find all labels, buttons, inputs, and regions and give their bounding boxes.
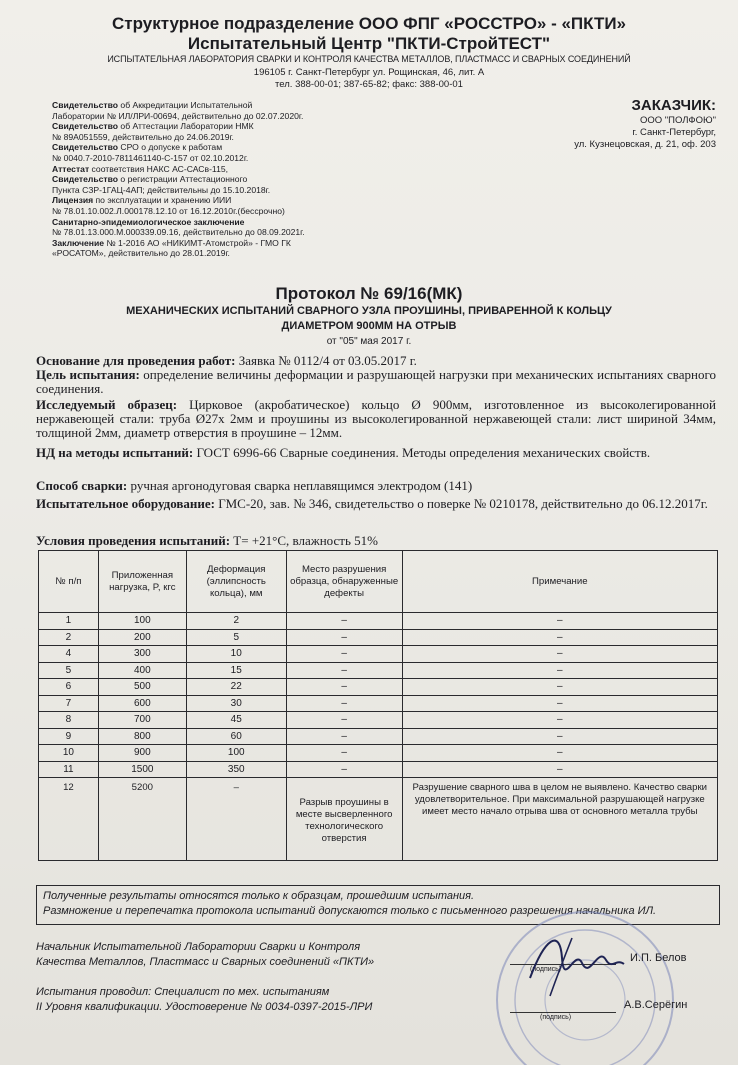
col-header-failure-place: Место разрушения образца, обнаруженные дефекты bbox=[286, 551, 402, 613]
table-row: 1 100 2 – – bbox=[39, 613, 718, 630]
client-title: ЗАКАЗЧИК: bbox=[631, 97, 716, 114]
cert-line: Лаборатории № ИЛ/ЛРИ-00694, действительно до 02.07.2020г. bbox=[52, 110, 304, 121]
disclaimer-line: Размножение и перепечатка протокола испытаний допускаются только с письменного разрешения начальника ИЛ. bbox=[43, 905, 657, 917]
equipment-field: Испытательное оборудование: ГМС-20, зав. № 346, свидетельство о поверке № 0210178, действительно до 06.12.2017г. bbox=[36, 496, 708, 511]
table-row: 11 1500 350 – – bbox=[39, 761, 718, 778]
client-block bbox=[574, 97, 716, 151]
table-row: 4 300 10 – – bbox=[39, 646, 718, 663]
client-city: г. Санкт-Петербург, bbox=[632, 127, 716, 138]
org-title: Структурное подразделение ООО ФПГ «РОССТРО» - «ПКТИ» bbox=[111, 14, 627, 33]
col-header-deformation: Деформация (эллипсность кольца), мм bbox=[186, 551, 286, 613]
col-header-note: Примечание bbox=[402, 551, 717, 613]
cert-line: Санитарно-эпидемиологическое заключение bbox=[52, 216, 245, 227]
cert-line: Аттестат соответствия НАКС АС-САСв-115, bbox=[52, 163, 229, 174]
cert-line: Свидетельство об Аккредитации Испытательной bbox=[52, 100, 253, 110]
tester-title: Испытания проводил: Специалист по мех. испытаниям II Уровня квалификации. Удостоверение № 0034-0397-2015-ЛРИ bbox=[36, 986, 373, 1013]
cert-line: № 0040.7-2010-7811461140-С-157 от 02.10.2012г. bbox=[52, 152, 249, 163]
table-row: 6 500 22 – – bbox=[39, 679, 718, 696]
table-row-final: 12 5200 – Разрыв проушины в месте высверленного технологического отверстия Разрушение сварного шва в целом не выявлено. Качество сварки удовлетворительное. При максимальной разрушающей нагрузке имеет место начало отрыва шва от основного металла трубы bbox=[39, 778, 718, 861]
protocol-subtitle-2: ДИАМЕТРОМ 900ММ НА ОТРЫВ bbox=[281, 320, 457, 332]
org-phones: тел. 388-00-01; 387-65-82; факс: 388-00-01 bbox=[275, 79, 463, 90]
col-header-load: Приложенная нагрузка, P, кгс bbox=[98, 551, 186, 613]
col-header-number: № п/п bbox=[39, 551, 99, 613]
cert-line: Свидетельство об Аттестации Лаборатории НМК bbox=[52, 121, 254, 132]
protocol-subtitle-1: МЕХАНИЧЕСКИХ ИСПЫТАНИЙ СВАРНОГО УЗЛА ПРОУШИНЫ, ПРИВАРЕННОЙ К КОЛЬЦУ bbox=[126, 305, 612, 317]
table-row: 2 200 5 – – bbox=[39, 629, 718, 646]
handwritten-signature-icon bbox=[520, 918, 630, 1008]
table-row: 8 700 45 – – bbox=[39, 712, 718, 729]
head-title: Начальник Испытательной Лаборатории Сварки и Контроля Качества Металлов, Пластмасс и Сварных соединений «ПКТИ» bbox=[36, 941, 375, 968]
cert-line: № 89А051559, действительно до 24.06.2019г. bbox=[52, 131, 234, 142]
table-row: 5 400 15 – – bbox=[39, 662, 718, 679]
sample-field: Исследуемый образец: Цирковое (акробатическое) кольцо Ø 900мм, изготовленное из высоколегированной нержавеющей стали: труба Ø27х 2мм и проушины из высоколегированной нержавеющей стали: лист шириной 34мм, толщиной 2мм, диаметр отверстия в проушине – 12мм. bbox=[36, 397, 716, 440]
cert-line: № 78.01.13.000.М.000339.09.16, действительно до 08.09.2021г. bbox=[52, 227, 305, 238]
weld-field: Способ сварки: ручная аргонодуговая сварка неплавящимся электродом (141) bbox=[36, 478, 473, 493]
lab-title: ИСПЫТАТЕЛЬНАЯ ЛАБОРАТОРИЯ СВАРКИ И КОНТРОЛЯ КАЧЕСТВА МЕТАЛЛОВ, ПЛАСТМАСС И СВАРНЫХ СОЕДИНЕНИЙ bbox=[107, 54, 631, 64]
tester-signature-caption: (подпись) bbox=[540, 1014, 572, 1021]
tester-signature-line bbox=[510, 1012, 616, 1013]
conditions-field: Условия проведения испытаний: T= +21°C, влажность 51% bbox=[36, 533, 378, 548]
client-address: ул. Кузнецовская, д. 21, оф. 203 bbox=[574, 139, 716, 150]
results-table bbox=[38, 550, 718, 861]
cert-line: «РОСАТОМ», действительно до 28.01.2019г. bbox=[52, 248, 230, 259]
head-name: И.П. Белов bbox=[630, 952, 687, 964]
goal-field: Цель испытания: определение величины деформации и разрушающей нагрузки при механических испытаниях сварного соединения. bbox=[36, 367, 716, 396]
table-row: 7 600 30 – – bbox=[39, 695, 718, 712]
certificates-block bbox=[52, 100, 382, 259]
basis-field: Основание для проведения работ: Заявка № 0112/4 от 03.05.2017 г. bbox=[36, 353, 417, 368]
tester-name: А.В.Серёгин bbox=[624, 999, 688, 1011]
head-signature-caption: (подпись) bbox=[530, 966, 562, 973]
cert-line: Заключение № 1-2016 АО «НИКИМТ-Атомстрой» - ГМО ГК bbox=[52, 237, 291, 248]
cert-line: Пункта СЗР-1ГАЦ-4АП; действительны до 15.10.2018г. bbox=[52, 184, 271, 195]
org-address: 196105 г. Санкт-Петербург ул. Рощинская, 46, лит. А bbox=[253, 67, 485, 78]
center-title: Испытательный Центр "ПКТИ-СтройТЕСТ" bbox=[187, 34, 551, 53]
cert-line: № 78.01.10.002.Л.000178.12.10 от 16.12.2010г.(бессрочно) bbox=[52, 205, 285, 216]
nd-field: НД на методы испытаний: ГОСТ 6996-66 Сварные соединения. Методы определения механических свойств. bbox=[36, 445, 651, 460]
client-name: ООО "ПОЛФОЮ" bbox=[640, 115, 716, 126]
cert-line: Свидетельство о регистрации Аттестационного bbox=[52, 174, 248, 185]
cert-line: Лицензия по эксплуатации и хранению ИИИ bbox=[52, 195, 232, 206]
disclaimer-line: Полученные результаты относятся только к образцам, прошедшим испытания. bbox=[43, 890, 475, 902]
cert-line: Свидетельство СРО о допуске к работам bbox=[52, 142, 223, 153]
protocol-title: Протокол № 69/16(МК) bbox=[275, 284, 463, 303]
table-row: 9 800 60 – – bbox=[39, 728, 718, 745]
table-row: 10 900 100 – – bbox=[39, 745, 718, 762]
protocol-date: от "05" мая 2017 г. bbox=[326, 336, 412, 347]
